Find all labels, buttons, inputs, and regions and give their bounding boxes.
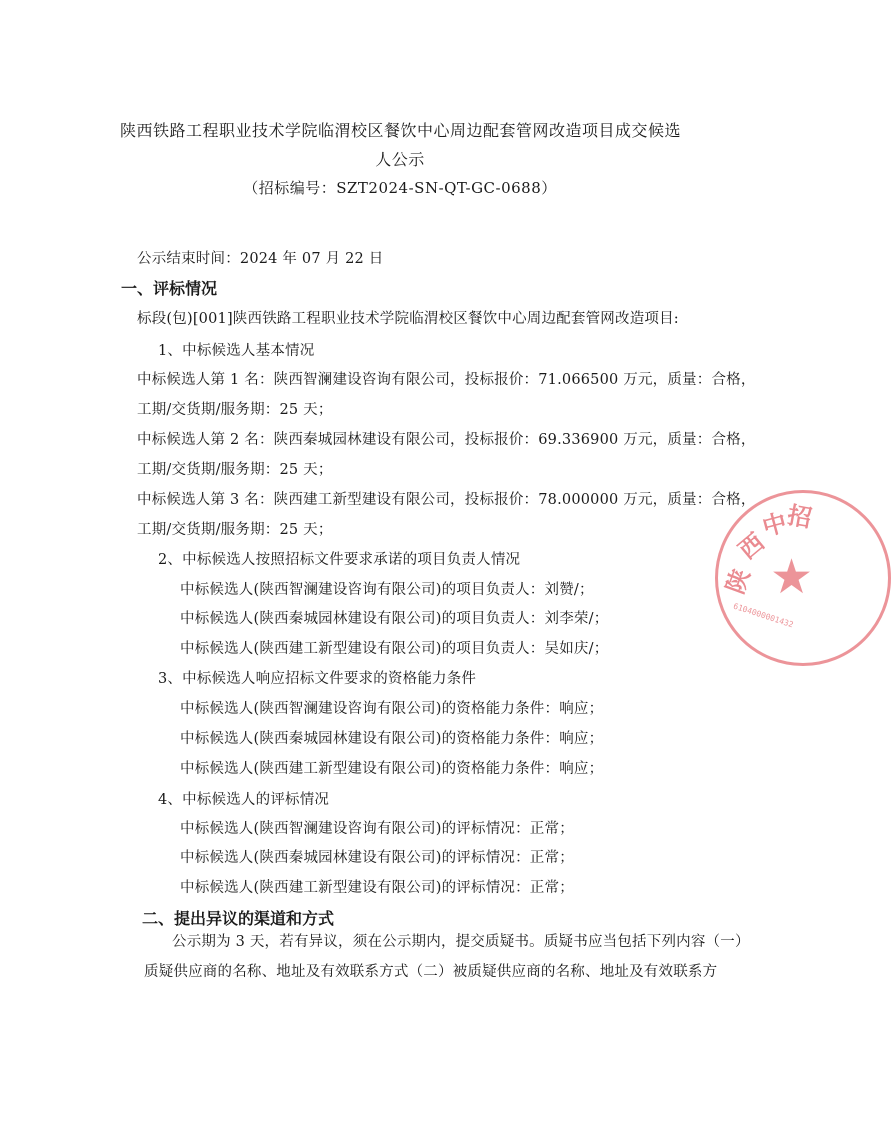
sub3-heading: 3、中标候选人响应招标文件要求的资格能力条件: [158, 671, 477, 687]
objection-para-line1: 公示期为 3 天，若有异议，须在公示期内，提交质疑书。质疑书应当包括下列内容（一）: [172, 934, 750, 950]
sub4-heading: 4、中标候选人的评标情况: [158, 792, 330, 808]
tender-number: （招标编号：SZT2024-SN-QT-GC-0688）: [243, 179, 557, 197]
seal-number: 6104000001432: [732, 601, 795, 630]
document-title-line1: 陕西铁路工程职业技术学院临渭校区餐饮中心周边配套管网改造项目成交候选: [120, 121, 682, 140]
end-time: 公示结束时间：2024 年 07 月 22 日: [137, 251, 384, 267]
candidate-3-line1: 中标候选人第 3 名：陕西建工新型建设有限公司，投标报价：78.000000 万元，质量：合格，: [137, 492, 756, 508]
evaluation-item-3: 中标候选人(陕西建工新型建设有限公司)的评标情况：正常；: [180, 880, 574, 896]
lot-line: 标段(包)[001]陕西铁路工程职业技术学院临渭校区餐饮中心周边配套管网改造项目:: [137, 311, 679, 327]
candidate-2-line2: 工期/交货期/服务期：25 天；: [137, 462, 333, 478]
manager-item-2: 中标候选人(陕西秦城园林建设有限公司)的项目负责人：刘李荣/；: [180, 611, 609, 627]
qualification-item-3: 中标候选人(陕西建工新型建设有限公司)的资格能力条件：响应；: [180, 761, 604, 777]
section1-heading: 一、评标情况: [121, 279, 218, 298]
evaluation-item-1: 中标候选人(陕西智澜建设咨询有限公司)的评标情况：正常；: [180, 821, 574, 837]
evaluation-item-2: 中标候选人(陕西秦城园林建设有限公司)的评标情况：正常；: [180, 850, 574, 866]
seal-star-icon: ★: [770, 549, 814, 605]
section2-heading: 二、提出异议的渠道和方式: [142, 909, 335, 928]
qualification-item-1: 中标候选人(陕西智澜建设咨询有限公司)的资格能力条件：响应；: [180, 701, 604, 717]
qualification-item-2: 中标候选人(陕西秦城园林建设有限公司)的资格能力条件：响应；: [180, 731, 604, 747]
manager-item-3: 中标候选人(陕西建工新型建设有限公司)的项目负责人：吴如庆/；: [180, 641, 609, 657]
candidate-1-line1: 中标候选人第 1 名：陕西智澜建设咨询有限公司，投标报价：71.066500 万元，质量：合格，: [137, 372, 756, 388]
objection-para-line2: 质疑供应商的名称、地址及有效联系方式（二）被质疑供应商的名称、地址及有效联系方: [144, 964, 718, 980]
manager-item-1: 中标候选人(陕西智澜建设咨询有限公司)的项目负责人：刘赞/；: [180, 582, 594, 598]
official-seal: 陕 西 中 招 ★ 6104000001432: [715, 490, 891, 666]
candidate-3-line2: 工期/交货期/服务期：25 天；: [137, 522, 333, 538]
document-title-line2: 人公示: [375, 150, 425, 169]
sub1-heading: 1、中标候选人基本情况: [158, 343, 315, 359]
candidate-2-line1: 中标候选人第 2 名：陕西秦城园林建设有限公司，投标报价：69.336900 万元，质量：合格，: [137, 432, 756, 448]
candidate-1-line2: 工期/交货期/服务期：25 天；: [137, 402, 333, 418]
sub2-heading: 2、中标候选人按照招标文件要求承诺的项目负责人情况: [158, 552, 521, 568]
